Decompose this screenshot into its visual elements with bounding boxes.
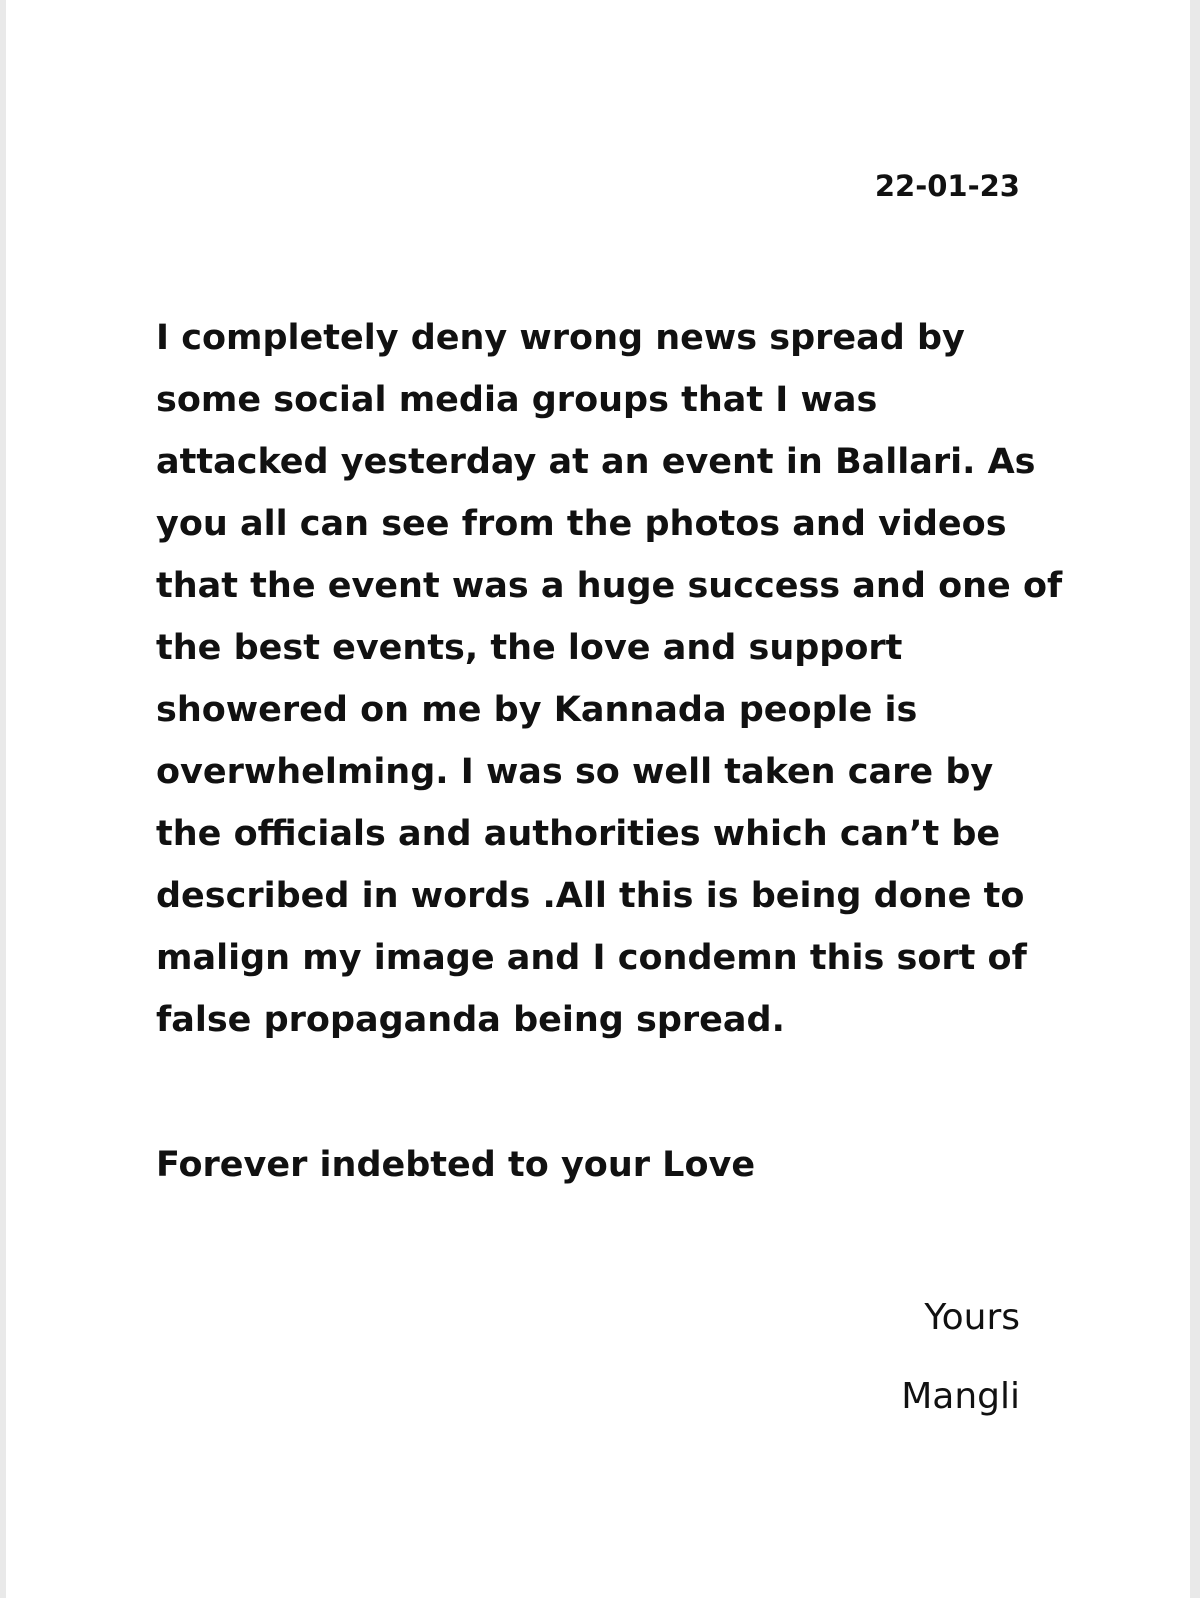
body-line: some social media groups that I was — [156, 380, 878, 420]
body-line: the officials and authorities which can’t be — [156, 814, 1001, 854]
body-line: you all can see from the photos and videos — [156, 504, 1007, 544]
body-line: I completely deny wrong news spread by — [156, 318, 965, 358]
letter-body — [156, 307, 1066, 1051]
body-line: attacked yesterday at an event in Ballari. As — [156, 442, 1036, 482]
letter-sign-off: Yours — [924, 1297, 1020, 1338]
letter-date: 22-01-23 — [874, 169, 1020, 203]
body-line: that the event was a huge success and one of — [156, 566, 1063, 606]
body-line: showered on me by Kannada people is — [156, 690, 918, 730]
body-line: described in words .All this is being done to — [156, 876, 1025, 916]
body-line: malign my image and I condemn this sort of — [156, 938, 1027, 978]
body-line: the best events, the love and support — [156, 628, 903, 668]
body-line: overwhelming. I was so well taken care by — [156, 752, 994, 792]
letter-signature-name: Mangli — [901, 1376, 1020, 1417]
letter-closing: Forever indebted to your Love — [156, 1145, 756, 1185]
body-line: false propaganda being spread. — [156, 1000, 785, 1040]
